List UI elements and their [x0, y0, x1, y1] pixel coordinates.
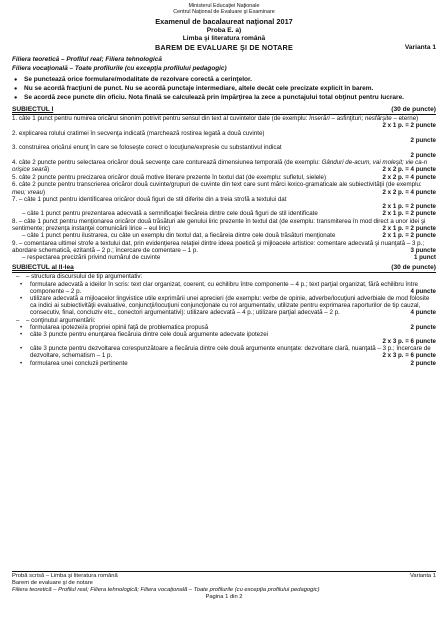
criterion-structure: – – structura discursului de tip argumentativ: [12, 273, 436, 280]
barem-title: BAREM DE EVALUARE ŞI DE NOTARE [155, 43, 293, 53]
criterion-b1-score: 2 puncte [410, 323, 436, 331]
criterion-b4: • formularea unei concluzii pertinente 2 puncte [12, 360, 436, 367]
item-3-score: 2 puncte [410, 151, 436, 159]
criterion-a2: • utilizare adecvată a mijloacelor lingvistice utile exprimării unei aprecieri (de exemplu: verbe de opinie, adverbe/locuţiuni adverbiale de mod folosite ca indici ai subiectivităţii evaluative, conjuncţii/locuţiuni conjuncţionale cu rol argumentativ, utilizate pentru exprimarea raporturilor de tip cauzal, consecutiv, final, concluziv etc., conectori argumentativi): utilizare adecvată – 4 p.; utilizare parţial adecvată – 2 p. 4 puncte [12, 295, 436, 317]
criterion-a2-score: 4 puncte [410, 309, 436, 317]
item-6-score: 2 x 2 p. = 4 puncte [382, 188, 436, 196]
criterion-content: – – conţinutul argumentării: [12, 317, 436, 324]
subject-label: Limba şi literatura română [182, 34, 266, 42]
item-1: 1. câte 1 punct pentru numirea oricăruі sinonim potrivit pentru sensul din text al cuvintelor date (de exemplu: înserări – asfinţituri; nesfârşite – eterne) 2 x 1 p. = 2 puncte [12, 115, 436, 130]
item-7: 7. – câte 1 punct pentru identificarea oricăror două figuri de stil diferite din a treia strofă a textului dat 2 x 1 p. = 2 puncte – câte 1 punct pentru prezentarea adecvată a semnificaţiei fiecăreia dintre cele două figuri de stil identificate 2 x 1 p. = 2 puncte [12, 195, 436, 218]
item-2-score: 2 puncte [410, 137, 436, 144]
criterion-b2: • câte 3 puncte pentru enunţarea fiecăruia dintre cele două argumente adecvate ipotezei 2 x 3 p. = 6 puncte [12, 331, 436, 345]
item-8b-score: 2 x 1 p. = 2 puncte [382, 232, 436, 240]
exam-title: Examenul de bacalaureat naţional 2017 [155, 17, 293, 27]
criterion-a1: • formulare adecvată a ideilor în scris: text clar organizat, coerent, cu echilibru între componente – 4 p.; text parţial organizat, fără echilibru între componente – 2 p. 4 puncte [12, 281, 436, 295]
subject-1-points: (30 de puncte) [391, 105, 436, 113]
profile-line-1: Filiera teoretică – Profilul real; Filiera tehnologică [12, 56, 162, 64]
item-8: 8. – câte 1 punct pentru menţionarea oricăror două trăsături ale genului liric prezente în textul dat (de exemplu: transmiterea în mod direct a unor idei şi sentimente; prezenţa instanţei comunicării lirice – eul liric) 2 x 1 p. = 2 puncte – câte 1 punct pentru ilustrarea, cu câte un exemplu din textul dat, a fiecăreia dintre cele două trăsături menţionate 2 x 1 p. = 2 puncte [12, 217, 436, 240]
item-4-score: 2 x 2 p. = 4 puncte [382, 166, 436, 174]
profile-line-2: Filiera vocaţională – Toate profilurile (cu excepţia profilului pedagogic) [12, 64, 227, 72]
item-9b-score: 1 punct [413, 254, 436, 262]
rule-item: ● Se punctează orice formulare/modalitate de rezolvare corectă a cerinţelor. [24, 76, 436, 84]
criterion-b3: • câte 3 puncte pentru dezvoltarea corespunzătoare a fiecăruia dintre cele două argumente enunţate: dezvoltare clară, nuanţată – 3 p.; încercare de dezvoltare, schematism – 1 p. 2 x 3 p. = 6 puncte [12, 345, 436, 359]
barem-row [12, 44, 436, 55]
footer-exam-name: Probă scrisă – Limba şi literatura română [12, 573, 118, 579]
criterion-b2-score: 2 x 3 p. = 6 puncte [382, 338, 436, 346]
document-page [12, 0, 436, 367]
subject-2-title: SUBIECTUL al II-lea [12, 264, 74, 272]
item-9-score: 3 puncte [410, 246, 436, 254]
item-4: 4. câte 2 puncte pentru selectarea oricăror două secvenţe care conturează dimensiunea temporală (de exemplu: Gânduri de-acum, vai moleşit; vie ca-n orişice seară) 2 x 2 p. = 4 puncte [12, 159, 436, 174]
center-name: Centrul Naţional de Evaluare şi Examinare [173, 9, 275, 16]
subject-1-title: SUBIECTUL I [12, 105, 54, 113]
footer-profile: Filiera teoretică – Profilul real; Filiera tehnologică; Filiera vocaţională – Toate profilurile (cu excepţia profilului pedagogic) [12, 587, 320, 594]
subject-2-header [12, 264, 436, 273]
item-7-score: 2 x 1 p. = 2 puncte [382, 203, 436, 211]
rule-item: ● Nu se acordă fracţiuni de punct. Nu se acordă punctaje intermediare, altele decât cele precizate explicit în barem. [24, 85, 436, 93]
page-number: Pagina 1 din 2 [205, 594, 243, 601]
subject-2-points: (30 de puncte) [391, 264, 436, 272]
item-8-score: 2 x 1 p. = 2 puncte [382, 225, 436, 233]
variant-label: Varianta 1 [404, 44, 436, 52]
ministry-name: Ministerul Educaţiei Naţionale [188, 3, 260, 9]
item-1-score: 2 x 1 p. = 2 puncte [382, 122, 436, 130]
footer-barem: Barem de evaluare şi de notare [12, 580, 93, 587]
item-5-score: 2 x 2 p. = 4 puncte [382, 173, 436, 181]
item-3: 3. construirea oricărui enunţ în care se foloseşte corect o locuţiune/expresie cu substantivul indicat 2 puncte [12, 144, 436, 159]
item-9: 9. – comentarea ultimei strofe a textului dat, prin evidenţierea relaţiei dintre ideea poetică şi mijloacele artistice: comentare adecvată şi nuanţată – 3 p.; abordare schematică, ezitantă – 2 p.; încercare de comentare – 1 p. 3 puncte – respectarea precizării privind numărul de cuvinte 1 punct [12, 239, 436, 262]
subject-1-header [12, 106, 436, 115]
item-7b-score: 2 x 1 p. = 2 puncte [382, 210, 436, 218]
page-footer [12, 571, 436, 601]
criterion-b4-score: 2 puncte [410, 359, 436, 367]
rule-item: ● Se acordă zece puncte din oficiu. Nota finală se calculează prin împărţirea la zece a punctajului total obţinut pentru lucrare. [24, 94, 436, 102]
criterion-a1-score: 4 puncte [410, 287, 436, 295]
general-rules [12, 76, 436, 102]
item-2: 2. explicarea rolului cratimei în secvenţa indicată (marchează rostirea legată a două cuvinte) 2 puncte [12, 129, 436, 144]
criterion-b3-score: 2 x 3 p. = 6 puncte [382, 352, 436, 360]
proba-label: Proba E. a) [206, 26, 242, 34]
footer-variant: Varianta 1 [410, 573, 436, 579]
subject-2-body [12, 273, 436, 366]
ministry-header [12, 3, 436, 15]
item-5: 5. câte 2 puncte pentru precizarea oricăror două motive literare prezente în textul dat (de exemplu: sufletul, sielele) 2 x 2 p. = 4 puncte [12, 173, 436, 181]
criterion-b1: • formularea ipotezei/a propriei opinii faţă de problematica propusă 2 puncte [12, 324, 436, 331]
item-6: 6. câte 2 puncte pentru transcrierea oricăror două cuvinte/grupuri de cuvinte din text care sunt mărci lexico-gramaticale ale subiectivităţii (de exemplu: meu; vreau) 2 x 2 p. = 4 puncte [12, 181, 436, 196]
